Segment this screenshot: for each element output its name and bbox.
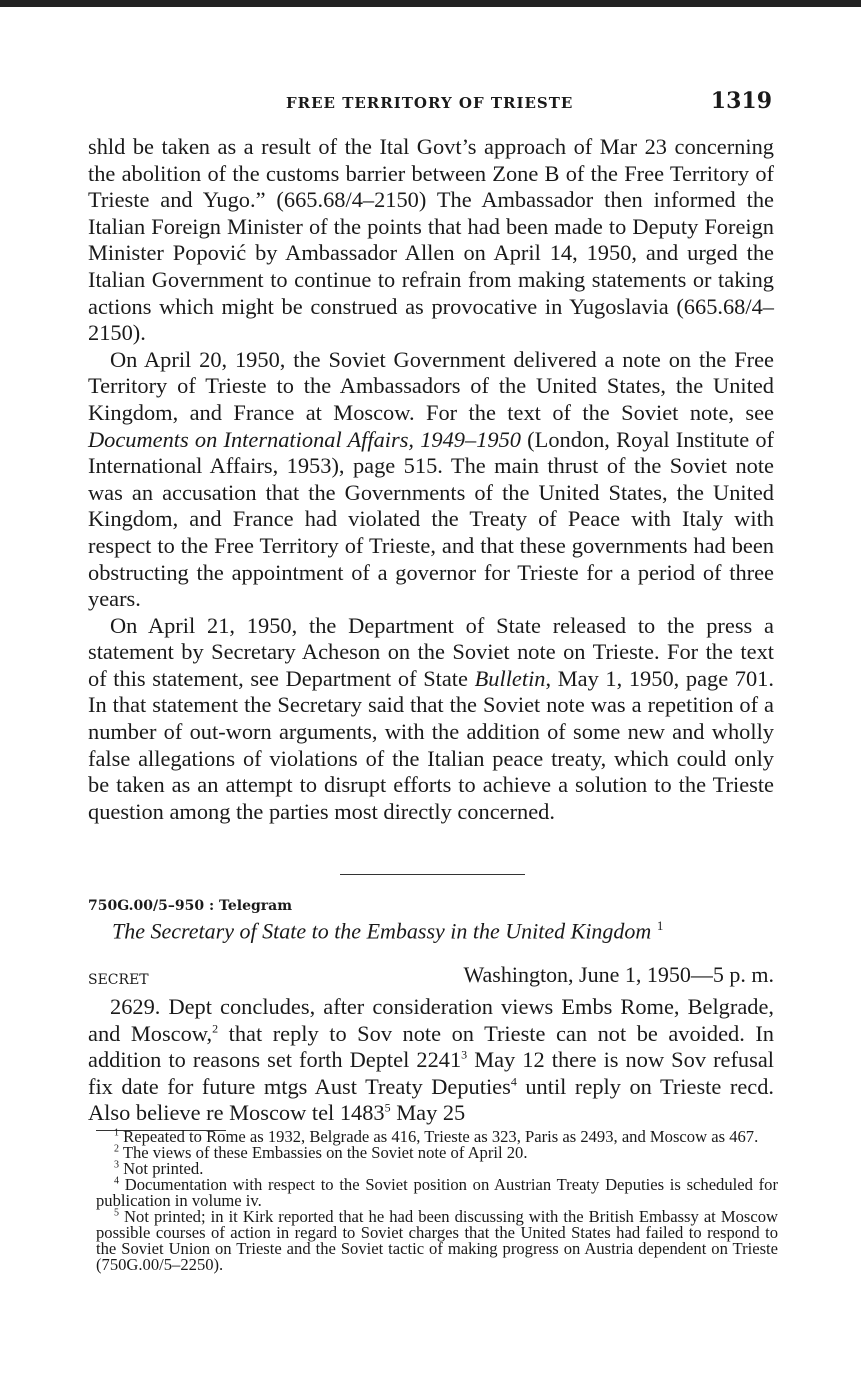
footnote-marker: 2 (212, 1021, 219, 1036)
footnote-marker: 3 (461, 1047, 468, 1062)
top-edge-bar (0, 0, 861, 7)
footnote-text: The views of these Embassies on the Soviet note of April 20. (122, 1143, 528, 1162)
running-head: FREE TERRITORY OF TRIESTE (286, 94, 574, 112)
paragraph-2-text-a: On April 20, 1950, the Soviet Government delivered a note on the Free Territory of Trieste to the Ambassadors of the United States, the United Kingdom, and France at Moscow. For the text of the Soviet note, see (88, 346, 774, 425)
telegram-text-5: May 25 (390, 1100, 466, 1126)
document-title (112, 918, 663, 944)
file-reference: 750G.00/5–950 : Telegram (88, 898, 293, 914)
document-title-text: The Secretary of State to the Embassy in the United Kingdom (112, 918, 652, 944)
footnote-number: 5 (114, 1207, 119, 1219)
telegram-text-4: until reply on Trieste recd. Also believe re Moscow tel 1483 (88, 1073, 774, 1126)
section-divider (340, 874, 525, 875)
dateline: Washington, June 1, 1950—5 p. m. (463, 962, 774, 987)
telegram-paragraph (88, 994, 774, 1127)
page-header (88, 88, 774, 118)
footnote-marker: 1 (656, 918, 664, 933)
paragraph-1: shld be taken as a result of the Ital Govt’s approach of Mar 23 concerning the abolition of the customs barrier between Zone B of the Free Territory of Trieste and Yugo.” (665.68/4–2150) The Ambassador then informed the Italian Foreign Minister of the points that had been made to Deputy Foreign Minister Popović by Ambassador Allen on April 14, 1950, and urged the Italian Government to continue to refrain from making statements or taking actions which might be construed as provocative in Yugoslavia (665.68/4–2150). (88, 134, 774, 346)
footnote-text: Documentation with respect to the Soviet position on Austrian Treaty Deputies is scheduled for publication in volume iv. (96, 1175, 778, 1210)
telegram-text-1: 2629. Dept concludes, after consideration views Embs Rome, Belgrade, and Moscow, (88, 994, 774, 1046)
paragraph-3-text-a: On April 21, 1950, the Department of State released to the press a statement by Secretary Acheson on the Soviet note on Trieste. For the text of this statement, see Department of State (88, 612, 774, 691)
footnote-number: 2 (114, 1143, 119, 1155)
telegram-text-2: that reply to Sov note on Trieste can not be avoided. In addition to reasons set forth Deptel 2241 (88, 1020, 774, 1073)
paragraph-3-text-b: , May 1, 1950, page 701. In that statement the Secretary said that the Soviet note was a repetition of a number of out-worn arguments, with the addition of some new and wholly false allegations of violations of the Italian peace treaty, which could only be taken as an attempt to disrupt efforts to achieve a solution to the Trieste question among the parties most directly concerned. (88, 665, 774, 824)
page-number: 1319 (710, 88, 772, 114)
footnote-5 (96, 1209, 778, 1273)
body-text (88, 134, 774, 825)
paragraph-2 (88, 347, 774, 613)
classification-label: SECRET (88, 972, 149, 988)
paragraph-2-text-b: (London, Royal Institute of International Affairs, 1953), page 515. The main thrust of the Soviet note was an accusation that the Governments of the United States, the United Kingdom, and France had violated the Treaty of Peace with Italy with respect to the Free Territory of Trieste, and that these governments had been obstructing the appointment of a governor for Trieste for a period of three years. (88, 426, 774, 612)
footnote-number: 3 (114, 1159, 119, 1171)
telegram-text (88, 994, 774, 1127)
footnote-text: Repeated to Rome as 1932, Belgrade as 416, Trieste as 323, Paris as 2493, and Moscow as 467. (123, 1127, 759, 1146)
publication-title: Documents on International Affairs, 1949–1950 (88, 426, 521, 452)
footnote-marker: 4 (510, 1074, 517, 1089)
footnote-text: Not printed. (123, 1159, 204, 1178)
footnote-number: 1 (114, 1127, 119, 1139)
footnote-marker: 5 (384, 1100, 391, 1115)
footnote-text: Not printed; in it Kirk reported that he had been discussing with the British Embassy at Moscow possible courses of action in regard to Soviet charges that the United States had failed to respond to the Soviet Union on Trieste and the Soviet tactic of making progress on Austria dependent on Trieste (750G.00/5–2250). (96, 1207, 778, 1274)
footnotes (96, 1129, 778, 1273)
footnote-number: 4 (114, 1175, 119, 1187)
paragraph-3 (88, 613, 774, 826)
telegram-text-3: May 12 there is now Sov refusal fix date for future mtgs Aust Treaty Deputies (88, 1047, 774, 1099)
bulletin-title: Bulletin (474, 665, 546, 691)
footnote-4 (96, 1177, 778, 1209)
